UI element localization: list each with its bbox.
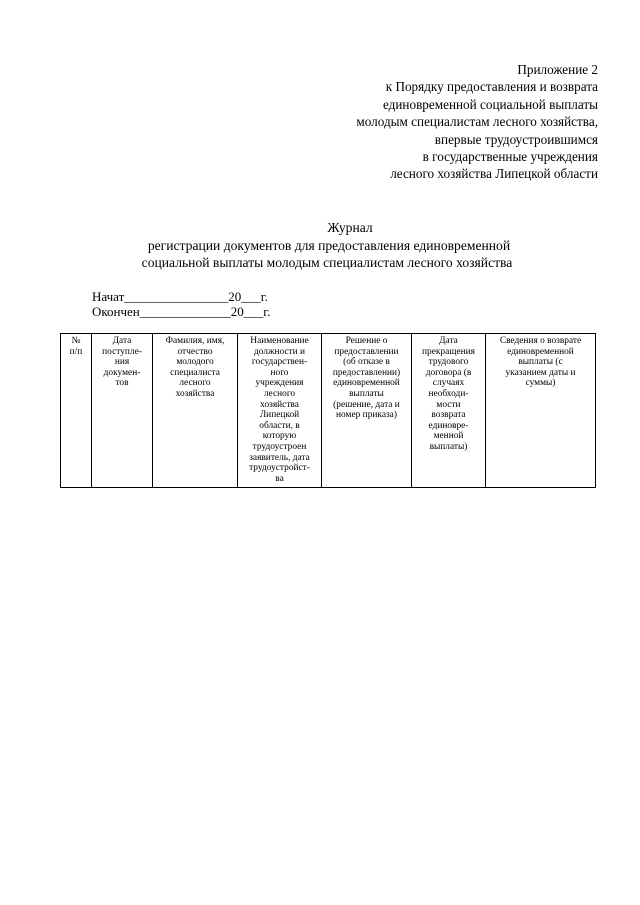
table-header-row <box>61 334 596 488</box>
column-header-position-institution: Наименование должности и государствен- ного учреждения лесного хозяйства Липецкой области, в которую трудоустроен заявитель, дата трудоустройст- ва <box>238 334 322 488</box>
column-header-full-name: Фамилия, имя, отчество молодого специалиста лесного хозяйства <box>153 334 238 488</box>
appendix-line: впервые трудоустроившимся <box>434 131 598 147</box>
started-date-line: Начат________________20___г. <box>92 289 268 304</box>
title-line-1: регистрации документов для предоставления единовременной <box>147 237 511 253</box>
appendix-line: к Порядку предоставления и возврата <box>385 79 598 95</box>
appendix-line: молодым специалистам лесного хозяйства, <box>356 114 598 130</box>
appendix-line: лесного хозяйства Липецкой области <box>390 166 598 182</box>
appendix-line: единовременной социальной выплаты <box>382 96 598 112</box>
title-line-2: социальной выплаты молодым специалистам лесного хозяйства <box>141 255 513 271</box>
title-heading: Журнал <box>327 220 373 235</box>
column-header-number: № п/п <box>61 334 92 488</box>
appendix-line: в государственные учреждения <box>422 149 598 165</box>
column-header-decision: Решение о предоставлении (об отказе в предоставлении) единовременной выплаты (решение, дата и номер приказа) <box>322 334 412 488</box>
column-header-refund-info: Сведения о возврате единовременной выплаты (с указанием даты и суммы) <box>486 334 596 488</box>
appendix-line: Приложение 2 <box>517 62 598 77</box>
appendix-header <box>298 61 598 183</box>
column-header-termination-date: Дата прекращения трудового договора (в случаях необходи- мости возврата единовре- менной выплаты) <box>412 334 486 488</box>
journal-dates <box>92 290 270 319</box>
finished-date-line: Окончен______________20___г. <box>92 303 271 319</box>
registration-table <box>60 333 596 488</box>
column-header-receipt-date: Дата поступле- ния докумен- тов <box>92 334 153 488</box>
journal-title <box>0 219 640 272</box>
